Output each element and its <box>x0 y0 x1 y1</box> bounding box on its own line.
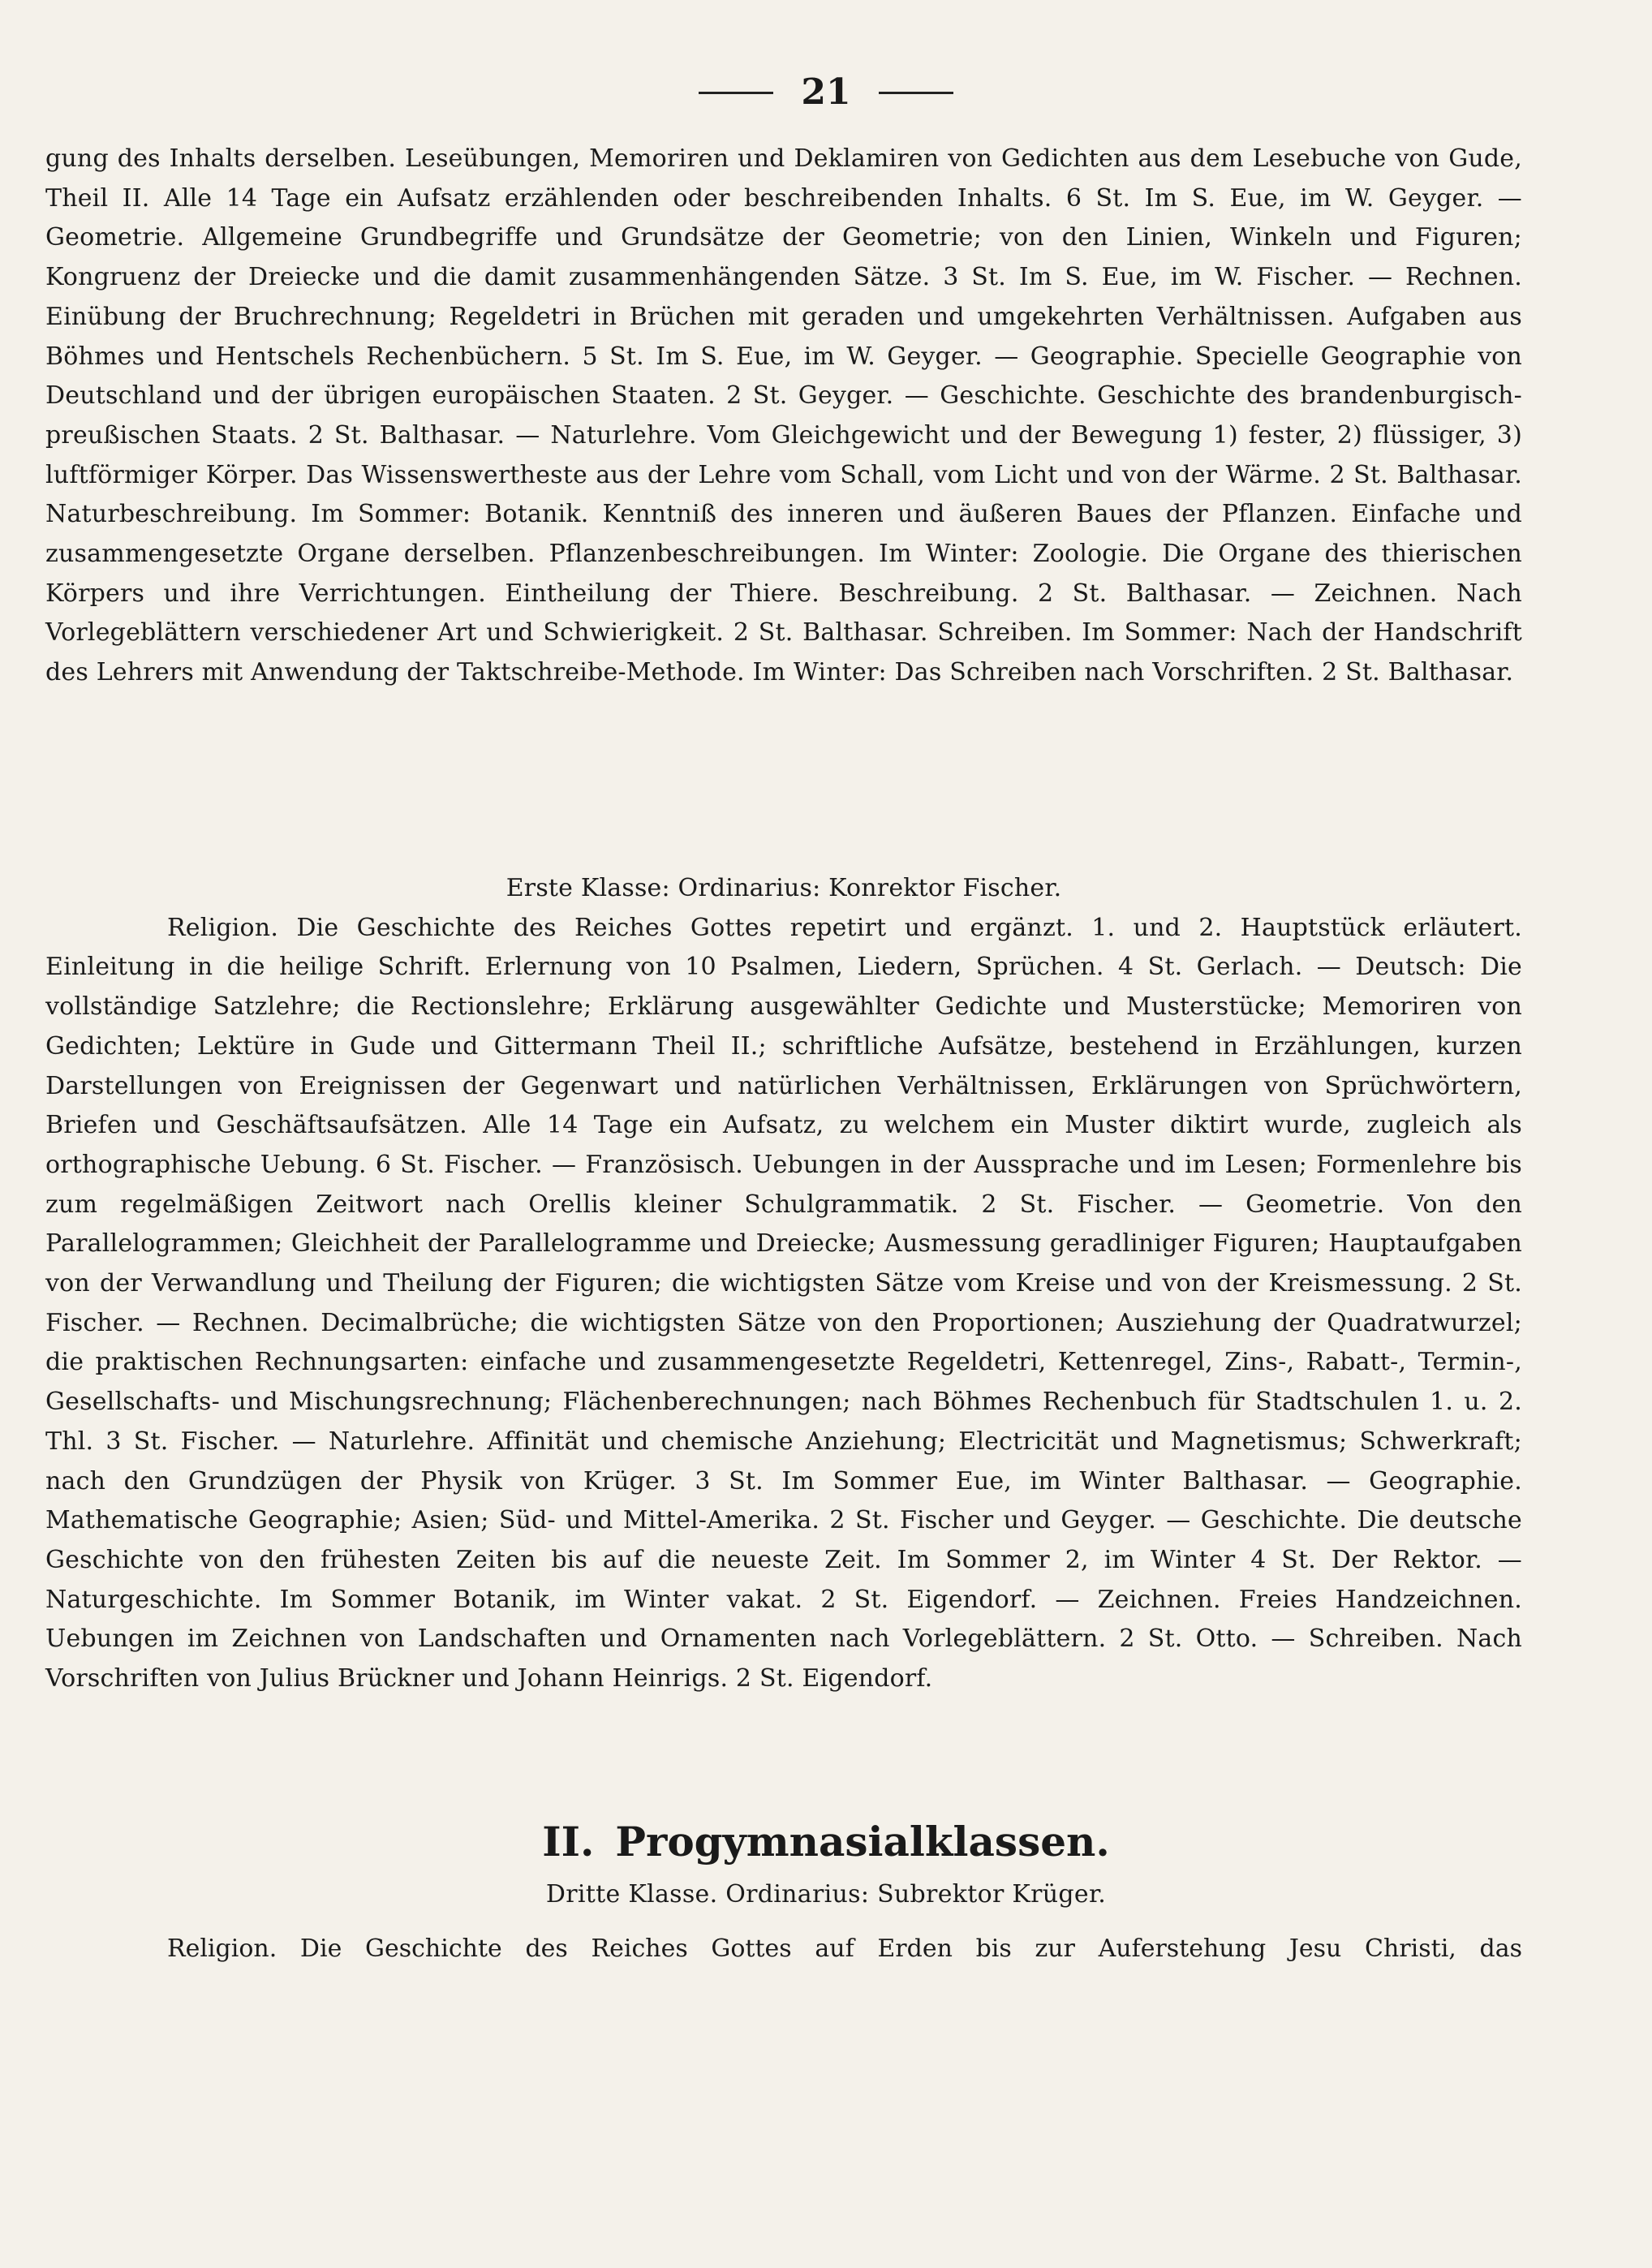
top-paragraph: gung des Inhalts derselben. Leseübungen, Memoriren und Deklamiren von Gedichten aus dem Lesebuche von Gude, Theil II. Alle 14 Tage ein Aufsatz erzählenden oder beschreibenden Inhalts. 6 St. Im S. Eue, im W. Geyger. — Geometrie. Allgemeine Grundbegriffe und Grundsätze der Geometrie; von den Linien, Winkeln und Figuren; Kongruenz der Dreiecke und die damit zusammenhängenden Sätze. 3 St. Im S. Eue, im W. Fischer. — Rechnen. Einübung der Bruchrechnung; Regeldetri in Brüchen mit geraden und umgekehrten Verhältnissen. Aufgaben aus Böhmes und Hentschels Rechenbüchern. 5 St. Im S. Eue, im W. Geyger. — Geographie. Specielle Geographie von Deutschland und der übrigen europäischen Staaten. 2 St. Geyger. — Geschichte. Geschichte des brandenburgisch-preußischen Staats. 2 St. Balthasar. — Naturlehre. Vom Gleichgewicht und der Bewegung 1) fester, 2) flüssiger, 3) luftförmiger Körper. Das Wissenswertheste aus der Lehre vom Schall, vom Licht und von der Wärme. 2 St. Balthasar. Naturbeschreibung. Im Sommer: Botanik. Kenntniß des inneren und äußeren Baues der Pflanzen. Einfache und zusammengesetzte Organe derselben. Pflanzenbeschreibungen. Im Winter: Zoologie. Die Organe des thierischen Körpers und ihre Verrichtungen. Eintheilung der Thiere. Beschreibung. 2 St. Balthasar. — Zeichnen. Nach Vorlegeblättern verschiedener Art und Schwierigkeit. 2 St. Balthasar. Schreiben. Im Sommer: Nach der Handschrift des Lehrers mit Anwendung der Taktschreibe-Methode. Im Winter: Das Schreiben nach Vorschriften. 2 St. Balthasar. <box>45 144 1522 687</box>
section-two-title: Progymnasialklassen. <box>615 1818 1110 1866</box>
header-rule-left <box>699 92 773 94</box>
first-class-paragraph: Religion. Die Geschichte des Reiches Gottes repetirt und ergänzt. 1. und 2. Hauptstück erläutert. Einleitung in die heilige Schrift. Erlernung von 10 Psalmen, Liedern, Sprüchen. 4 St. Gerlach. — Deutsch: Die vollständige Satzlehre; die Rectionslehre; Erklärung ausgewählter Gedichte und Musterstücke; Memoriren von Gedichten; Lektüre in Gude und Gittermann Theil II.; schriftliche Aufsätze, bestehend in Erzählungen, kurzen Darstellungen von Ereignissen der Gegenwart und natürlichen Verhältnissen, Erklärungen von Sprüchwörtern, Briefen und Geschäftsaufsätzen. Alle 14 Tage ein Aufsatz, zu welchem ein Muster diktirt wurde, zugleich als orthographische Uebung. 6 St. Fischer. — Französisch. Uebungen in der Aussprache und im Lesen; Formenlehre bis zum regelmäßigen Zeitwort nach Orellis kleiner Schulgrammatik. 2 St. Fischer. — Geometrie. Von den Parallelogrammen; Gleichheit der Parallelogramme und Dreiecke; Ausmessung geradliniger Figuren; Hauptaufgaben von der Verwandlung und Theilung der Figuren; die wichtigsten Sätze vom Kreise und von der Kreismessung. 2 St. Fischer. — Rechnen. Decimalbrüche; die wichtigsten Sätze von den Proportionen; Ausziehung der Quadratwurzel; die praktischen Rechnungsarten: einfache und zusammengesetzte Regeldetri, Kettenregel, Zins-, Rabatt-, Termin-, Gesellschafts- und Mischungsrechnung; Flächenberechnungen; nach Böhmes Rechenbuch für Stadtschulen 1. u. 2. Thl. 3 St. Fischer. — Naturlehre. Affinität und chemische Anziehung; Electricität und Magnetismus; Schwerkraft; nach den Grundzügen der Physik von Krüger. 3 St. Im Sommer Eue, im Winter Balthasar. — Geographie. Mathematische Geographie; Asien; Süd- und Mittel-Amerika. 2 St. Fischer und Geyger. — Geschichte. Die deutsche Geschichte von den frühesten Zeiten bis auf die neueste Zeit. Im Sommer 2, im Winter 4 St. Der Rektor. — Naturgeschichte. Im Sommer Botanik, im Winter vakat. 2 St. Eigendorf. — Zeichnen. Freies Handzeichnen. Uebungen im Zeichnen von Landschaften und Ornamenten nach Vorlegeblättern. 2 St. Otto. — Schreiben. Nach Vorschriften von Julius Brückner und Johann Heinrigs. 2 St. Eigendorf. <box>45 913 1522 1693</box>
third-class-first-line: Religion. Die Geschichte des Reiches Gottes auf Erden bis zur Auferstehung Jesu Christi, das <box>167 1934 1522 1963</box>
third-class-heading: Dritte Klasse. Ordinarius: Subrektor Krüger. <box>545 1880 1107 1909</box>
first-class-heading: Erste Klasse: Ordinarius: Konrektor Fischer. <box>505 874 1062 902</box>
header-rule-right <box>879 92 953 94</box>
first-class-section <box>45 869 1522 1699</box>
top-section <box>45 140 1522 693</box>
page-number: 21 <box>801 71 851 113</box>
page-header <box>0 71 1652 113</box>
section-two-heading <box>0 1818 1652 1866</box>
section-two-numeral: II. <box>542 1818 595 1866</box>
